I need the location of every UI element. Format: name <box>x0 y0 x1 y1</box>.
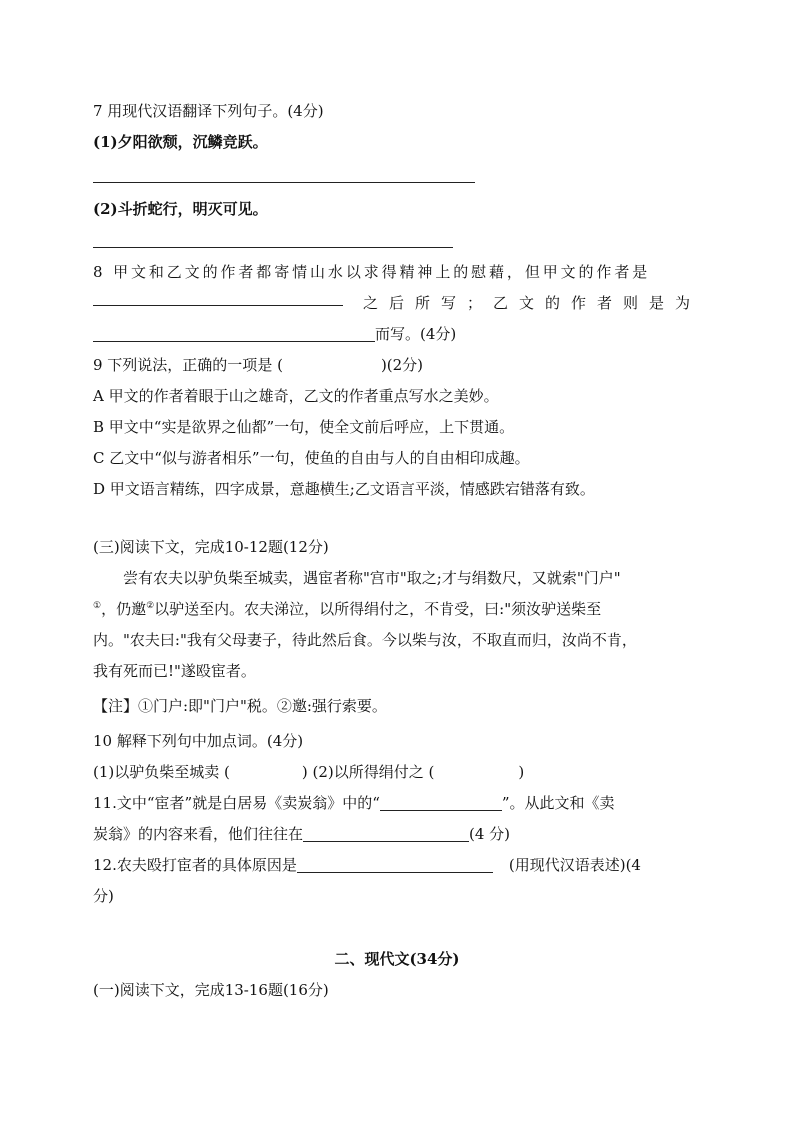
q7-spacer-4 <box>93 248 701 257</box>
q9-option-b: B 甲文中“实是欲界之仙都”一句，使全文前后呼应，上下贯通。 <box>93 418 515 436</box>
q11-text-4: (4 分) <box>469 825 511 843</box>
q9-option-c: C 乙文中“似与游者相乐”一句，使鱼的自由与人的自由相印成趣。 <box>93 449 530 467</box>
q10-stem: 10 解释下列句中加点词。(4分) <box>93 732 304 750</box>
q7-stem: 7 用现代汉语翻译下列句子。(4分) <box>93 102 324 120</box>
q7-spacer-1 <box>93 158 701 182</box>
q10-item-2: ) (2)以所得绢付之 ( <box>301 763 435 781</box>
passage-line-4: 我有死而已!"遂殴宦者。 <box>93 662 256 680</box>
section3-heading: (三)阅读下文，完成10-12题(12分) <box>93 538 329 556</box>
footnote-mark-1: ① <box>93 601 102 611</box>
q7-spacer-2 <box>93 183 701 194</box>
q9-stem <box>93 350 701 381</box>
q9-stem-score: )(2分) <box>380 356 424 374</box>
passage-line-3: 内。"农夫曰:"我有父母妻子，待此然后食。今以柴与汝，不取直而归，汝尚不肯， <box>93 631 637 649</box>
q11-text-1: 11.文中“宦者”就是白居易《卖炭翁》中的“ <box>93 794 380 812</box>
q9-stem-text: 9 下列说法，正确的一项是 ( <box>93 356 283 374</box>
q7-spacer-3 <box>93 225 701 247</box>
q9-option-a: A 甲文的作者着眼于山之雄奇，乙文的作者重点写水之美妙。 <box>93 387 499 405</box>
q8-line-3 <box>93 319 701 350</box>
modern-sub-heading: (一)阅读下文，完成13-16题(16分) <box>93 981 329 999</box>
q12-text-1: 12.农夫殴打宦者的具体原因是 <box>93 856 297 874</box>
q11-text-3: 炭翁》的内容来看，他们往往在 <box>93 825 304 843</box>
section3-spacer <box>93 505 701 532</box>
q8-text-after-blank-2: 而写。(4分) <box>375 325 457 343</box>
modern-section-title: 二、现代文(34分) <box>334 950 460 968</box>
passage-note: 【注】①门户:即"门户"税。②邀:强行索要。 <box>93 697 387 715</box>
q10-items <box>93 757 701 788</box>
footnote-mark-2: ② <box>146 601 155 611</box>
q11-blank-1[interactable] <box>380 793 502 811</box>
passage-line-2-b: 以驴送至内。农夫涕泣，以所得绢付之，不肯受，曰:"须汝驴送柴至 <box>154 600 602 618</box>
q7-sentence-2: (2)斗折蛇行，明灭可见。 <box>93 200 268 218</box>
q8-line-1: 8 甲文和乙文的作者都寄情山水以求得精神上的慰藉，但甲文的作者是 <box>93 263 651 281</box>
q12-line-1 <box>93 850 701 881</box>
q8-line-2 <box>93 288 701 319</box>
q8-text-after-blank-1: 之后所写；乙文的作者则是为 <box>362 294 701 312</box>
q12-blank[interactable] <box>297 855 493 873</box>
passage-line-1: 尝有农夫以驴负柴至城卖，遇宦者称"宫市"取之;才与绢数尺，又就索"门户" <box>123 569 621 587</box>
q11-blank-2[interactable] <box>303 824 469 842</box>
q12-text-2: (用现代汉语表述)(4 <box>508 856 641 874</box>
q8-blank-1[interactable] <box>93 288 343 306</box>
q12-line-2: 分) <box>93 887 114 905</box>
passage-line-2-a: ，仍邀 <box>101 600 147 618</box>
modern-spacer <box>93 912 701 944</box>
q11-line-1 <box>93 788 701 819</box>
q10-item-1: (1)以驴负柴至城卖 ( <box>93 763 230 781</box>
q9-option-d: D 甲文语言精练，四字成景，意趣横生;乙文语言平淡，情感跌宕错落有致。 <box>93 480 595 498</box>
q10-item-close: ) <box>518 763 525 781</box>
q8-blank-2[interactable] <box>93 324 375 342</box>
q7-sentence-1: (1)夕阳欲颓，沉鳞竞跃。 <box>93 133 268 151</box>
q11-text-2: ”。从此文和《卖 <box>501 794 615 812</box>
passage-line-2 <box>93 594 701 625</box>
exam-page <box>93 96 701 1006</box>
q11-line-2 <box>93 819 701 850</box>
